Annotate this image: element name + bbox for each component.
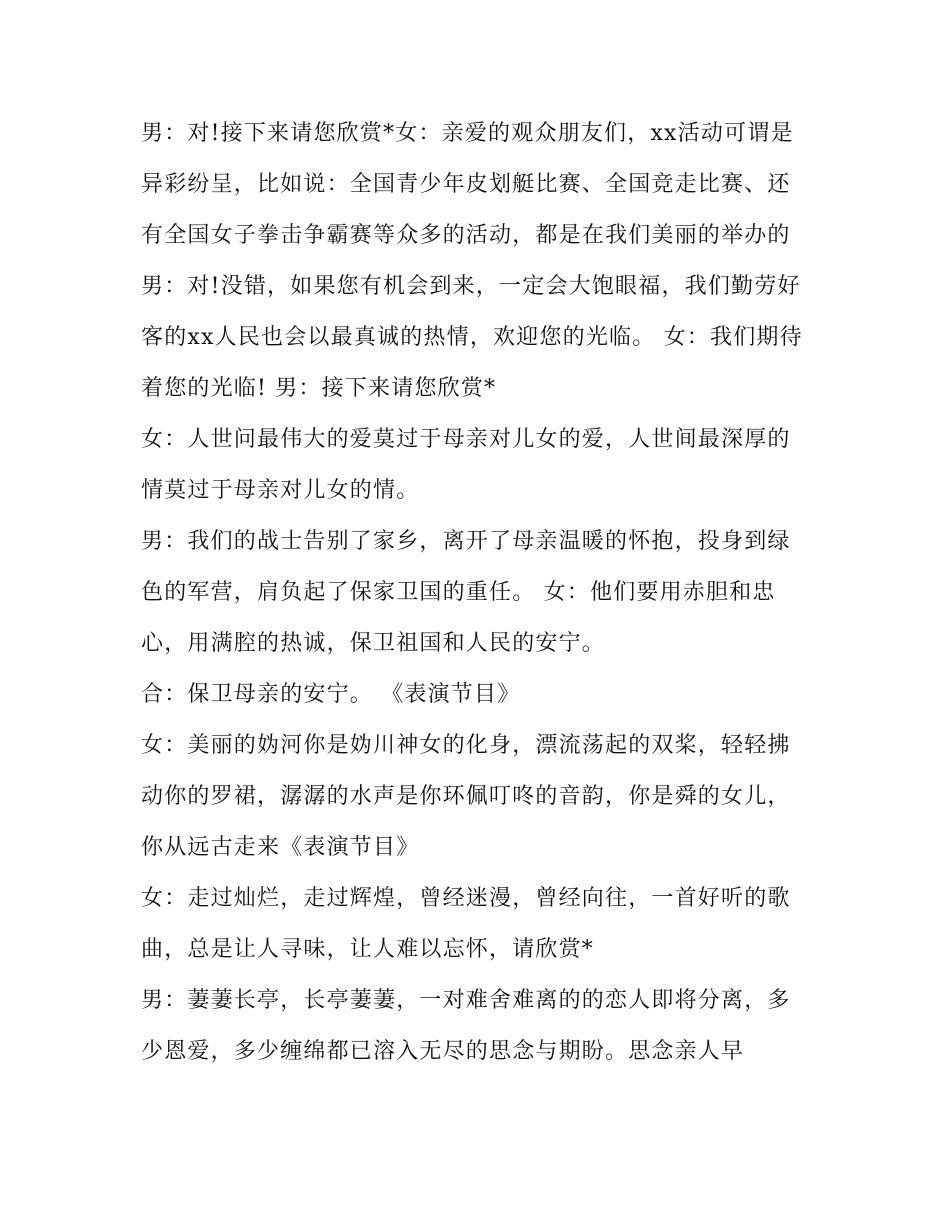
paragraph-4: 男：我们的战士告别了家乡，离开了母亲温暖的怀抱，投身到绿色的军营，肩负起了保家卫国的重任。 女：他们要用赤胆和忠心，用满腔的热诚，保卫祖国和人民的安宁。 (141, 529, 791, 656)
paragraph-7: 女：走过灿烂，走过辉煌，曾经迷漫，曾经向往，一首好听的歌曲，总是让人寻味，让人难以忘怀，请欣赏* (141, 886, 791, 962)
paragraph-6: 女：美丽的妫河你是妫川神女的化身，漂流荡起的双桨，轻轻拂动你的罗裙，潺潺的水声是你环佩叮咚的音韵，你是舜的女儿，你从远古走来《表演节目》 (141, 733, 791, 860)
paragraph-1: 男：对!接下来请您欣赏*女：亲爱的观众朋友们，xx活动可谓是异彩纷呈，比如说：全国青少年皮划艇比赛、全国竞走比赛、还有全国女子拳击争霸赛等众多的活动，都是在我们美丽的举办的 (141, 121, 794, 248)
document-body (141, 108, 813, 1077)
paragraph-3: 女：人世问最伟大的爱莫过于母亲对儿女的爱，人世间最深厚的情莫过于母亲对儿女的情。 (141, 427, 791, 503)
paragraph-2: 男：对!没错，如果您有机会到来，一定会大饱眼福，我们勤劳好客的xx人民也会以最真诚的热情，欢迎您的光临。 女：我们期待着您的光临! 男：接下来请您欣赏* (141, 274, 803, 401)
paragraph-5: 合：保卫母亲的安宁。 《表演节目》 (141, 682, 521, 707)
paragraph-8: 男：萋萋长亭，长亭萋萋，一对难舍难离的的恋人即将分离，多少恩爱，多少缠绵都已溶入无尽的思念与期盼。思念亲人早 (141, 988, 791, 1064)
